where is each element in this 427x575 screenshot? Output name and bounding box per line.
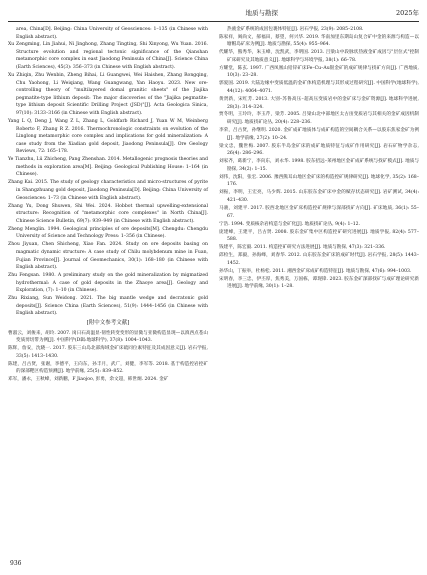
appendix-reference: 曹淑云，刘俊来，胡玲. 2007. 岗日石高温显-韧性转变变形的显微与亚微构造显现—以滇西点苍山变质剪切带为例[J]. 中国科学(D辑:地球科学), 37(8): 1004–1043. xyxy=(8,330,208,344)
appendix-title: [附中文参考文献] xyxy=(86,320,130,327)
reference-entry: 贾冬明，王玲玲，李玉芹，梁芳. 2005. 吕梁山北中部地区太古宙变质岩与其相关的金矿成因机制研究[J]. 地质找矿论丛, 20(4): 228–236. xyxy=(219,112,419,126)
reference-entry: 孙华山，丁振举，杜杨松. 2011. 湘西金矿床成矿构造特征[J]. 地质与勘探, 47(6): 994–1003. xyxy=(219,268,412,274)
appendix-reference: 陈辉，詹安，沈晓一. 2017. 胶东三山岛北部海域金矿床硫同位素特征及其成因意义[J]. 岩石学报, 33(5): 1413–1430. xyxy=(8,346,208,359)
reference-entry: Zhu Fengsan. 1980. A preliminary study on the gold mineralization by migmatized hydrothermal: A case of gold deposits in the Zhaoye area[J]. Geology and Exploration, (7): 1–10 (in Chinese). xyxy=(8,273,208,294)
reference-entry: Zhang Yu, Dong Shuwen, Shi Wei. 2024. Hobbot thermal upwelling-extensional structure: Recognition of "metamorphic core complexes" in North China[J]. Chinese Science Bulletin, 69(7): 939–949 (in Chinese with English abstract). xyxy=(8,203,208,224)
appendix-reference: 邓军，潘永，王秋峰，刘新鹏，F Jiaojoo, 彭勇，余文超，韩世炯. 2024. 金矿 xyxy=(8,377,169,383)
reference-entry: Xu Zhiqin, Zhu Wenbin, Zheng Bihai, Li Guangwei, Wei Haishen, Zhang Rongqing, Chu Yaohong, Li Weiqiang, Wang Guangwang, Yan Haoyu. 2023. New ore-controlling theory of "multilayered domal granitic sheets" of the Jiajika pegmatite-type lithium deposit: The major discoveries of the "Jiajika pegmatite-type lithium deposit Scientific Drilling Project (JSD)"[J]. Acta Geologica Sinica, 97(10): 3133–3166 (in Chinese with English abstract). xyxy=(8,72,208,116)
reference-entry: 热液金矿系统的成因包裹体特征[J]. 岩石学报, 23(9): 2085–2108. xyxy=(227,27,364,32)
appendix-reference: 陈建，吕古贤，张谢，李德平，王向东，孙丰月，武广，刘健，李军等. 2018. 基于构造控岩控矿的深部靶区构造预测[J]. 地学前缘, 25(5): 839–852. xyxy=(8,361,208,375)
reference-entry: 陈家祥，阎尚文，郝福田，蔡望，何兴华. 2019. 华南加里东期岛山复合矿中金的来源与构造—以塘帽岛矿床为例[J]. 地质与勘探, 55(4): 955–964. xyxy=(219,34,419,48)
journal-year: 2025年 xyxy=(395,9,419,17)
reference-entry: 庞建峰，王建平，吕古贤. 2008. 胶东金矿集中区构造控矿研究进展[J]. 地质学报, 82(4): 577–588. xyxy=(219,229,419,243)
reference-entry: 郭爱国. 2019. 大陆边缘中变质低温的金矿体构造机理与其形成过程研究[J]. 中国科学(地球科学), 44(12): 4064–4071. xyxy=(219,81,419,94)
reference-entry: 宋明春，李三忠，伊丕厚，焦秀美，万国栋，谭现锋. 2023. 胶东金矿深部找矿与成矿理论研究新进展[J]. 地学前缘, 30(1): 1–28. xyxy=(219,276,419,290)
reference-entry: Zhou Jiyuan, Chen Shicheng, Xiao Fan. 2024. Study on ore deposits basing on magmatic dynamic structure: A case study of Chilu molybdenum mine in Fuan, Fujian Province[J]. Journal of Geomechanics, 30(1): 168–180 (in Chinese with English abstract). xyxy=(8,242,208,271)
reference-entry: 方耀堂，陈玄. 1997. 广西凤凰山铅锌矿床Fe–Cu–Au银金矿的成矿规律与找矿方向[J]. 广西地质, 10(3): 23–28. xyxy=(219,65,419,79)
page-number: 936 xyxy=(10,560,22,567)
reference-entry: 黄贤新，宋红芳. 2013. 大别–苏鲁高压–超高压变质岩中的金矿床与金矿资源[J]. 地球科学进展, 28(3): 314–324. xyxy=(219,96,419,110)
left-column xyxy=(8,26,208,384)
reference-entry: Zhu Rixiang, Sun Weidong. 2021. The big mantle wedge and decratonic gold deposits[J]. Science China (Earth Sciences), 51(9): 1444–1456 (in Chinese with English abstract). xyxy=(8,296,208,317)
reference-entry: Xu Zengming, Lin Jiahui, Ni Jinghong, Zhang Tingting, Shi Xinyong, Wu Yuan. 2016. Structure evolution and regional tectonic significance of the Qianshan metamorphic core complex in east Jiaodong Peninsula of China[J]. Science China (Earth Sciences), 45(3): 356–373 (in Chinese with English abstract). xyxy=(8,42,208,70)
right-column xyxy=(219,26,419,291)
reference-entry: 梁文忠，魏世梅. 2007. 胶东半岛金矿床的成矿地质特征与成矿作用研究[J]. 岩石矿物学杂志, 26(4): 286–296. xyxy=(219,143,419,157)
journal-name: 地质与勘探 xyxy=(245,9,278,17)
reference-entry: 钱建平，陈宏毅. 2011. 构造控矿研究方法进展[J]. 地质与勘探, 47(3): 321–336. xyxy=(219,245,386,251)
reference-entry: Ye Tianzhu, Lü Zhicheng, Pang Zhenshan. 2014. Metallogenic prognosis theories and methods in exploration area[M]. Beijing: Geological Publishing House: 1–164 (in Chinese). xyxy=(8,157,208,178)
reference-entry: Yang L Q, Deng J, Wang Z L, Zhang L, Goldfarb Richard J, Yuan W M, Weinberg Roberto F, Zhang R Z. 2016. Thermochronologic constraints on evolution of the Linglong metamorphic core complex and implications for gold mineralization: A case study from the Xiadian gold deposit, Jiaodong Peninsula[J]. Ore Geology Reviews, 72: 165–178. xyxy=(8,118,208,155)
reference-entry: 刘振，李明，王宏亮，马少辉. 2015. 山东胶东金矿床中金的赋存状态研究[J]. 岩矿测试, 34(4): 421–430. xyxy=(219,190,419,203)
reference-entry: 代耀华，熊秀华，朱玉峰，沈凯武，李明国. 2013. 吕梁山中段脉状热液金矿成因与"层位式"控制矿床研究及其地质意义[J]. 地球科学与环境学报, 38(1): 66–78. xyxy=(219,50,419,63)
reference-entry: 李荣，吕古贤，孙继明. 2020. 金矿成矿地质体与成矿构造的空间耦合关系—以胶东焦家金矿为例[J]. 地学前缘, 27(2): 10–24. xyxy=(219,128,419,141)
reference-entry: 刘伟，沈阳，张宏. 2006. 豫西熊耳山地区金矿床的构造控矿规律研究[J]. 地球化学, 35(2): 168–176. xyxy=(219,174,419,188)
page-header xyxy=(8,6,419,19)
reference-entry: area, China[D]. Beijing: China University of Geosciences: 1–135 (in Chinese with English abstract). xyxy=(16,27,208,40)
reference-entry: 宁浩. 1994. 变质核杂岩构造与金矿化[J]. 地质找矿论丛, 9(4): 1–12. xyxy=(219,221,361,227)
reference-entry: 邱检生，郑毅，孙海峰，刘春华. 2012. 山东胶东金矿床的成矿时代[J]. 岩石学报, 28(5): 1443–1452. xyxy=(219,253,419,266)
reference-entry: 刘家齐，葛新宁，李向东，刘永华. 1998. 胶东招远–莱州地区金矿成矿系统与找矿模式[J]. 地质与勘探, 34(2): 1–15. xyxy=(219,159,419,172)
reference-entry: 马骏，刘建平. 2017. 胶西北地区金矿床构造控矿规律与深部找矿方向[J]. 矿床地质, 36(1): 55–67. xyxy=(219,205,419,219)
reference-entry: Zheng Menglin. 1994. Geological principles of ore deposits[M]. Chengdu: Chengdu University of Science and Technology Press: 1–356 (in Chinese). xyxy=(8,226,208,240)
reference-entry: Zhang Kai. 2015. The study of geology characteristics and micro-structures of pyrite in Shangzhuang gold deposit, Jiaodong Peninsula[D]. Beijing: China University of Geosciences: 1–73 (in Chinese with English abstract). xyxy=(8,180,208,201)
header-rule xyxy=(8,21,419,22)
